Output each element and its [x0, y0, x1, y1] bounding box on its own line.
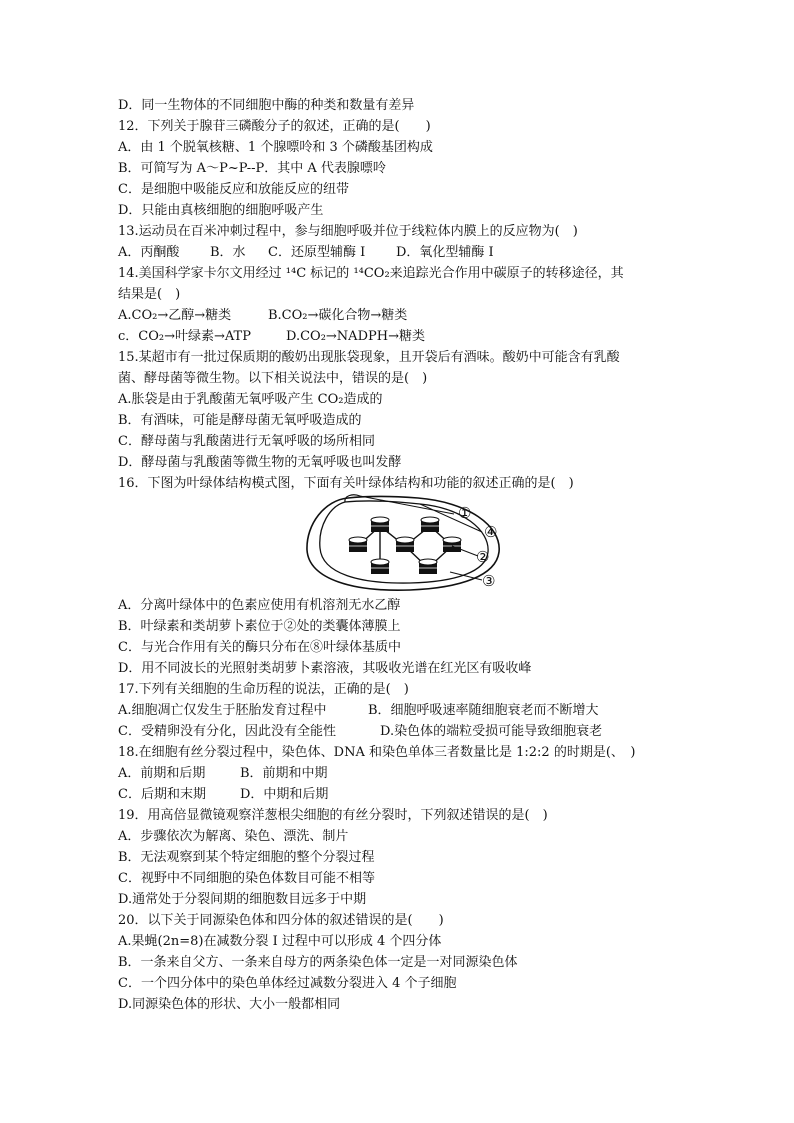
q16-option-a: A．分离叶绿体中的色素应使用有机溶剂无水乙醇 [118, 598, 401, 613]
q13-option-c: C．还原型辅酶 I [268, 245, 366, 260]
q18-options-cd [118, 785, 328, 805]
q19-option-b: B．无法观察到某个特定细胞的整个分裂过程 [118, 850, 375, 865]
q17-option-d: D.染色体的端粒受损可能导致细胞衰老 [380, 724, 603, 739]
q13-options [118, 243, 494, 263]
q12-stem: 12．下列关于腺苷三磷酸分子的叙述，正确的是( ) [118, 119, 431, 134]
label-1: ① [458, 504, 472, 522]
label-3: ③ [482, 572, 496, 590]
q17-options-cd [118, 722, 602, 742]
q18-option-d: D．中期和后期 [240, 787, 329, 802]
q16-stem: 16．下图为叶绿体结构模式图，下面有关叶绿体结构和功能的叙述正确的是( ) [118, 476, 574, 491]
q17-option-a: A.细胞凋亡仅发生于胚胎发育过程中 [118, 703, 327, 718]
q14-option-a: A.CO₂→乙醇→糖类 [118, 308, 232, 323]
q14-stem-line1: 14.美国科学家卡尔文用经过 ¹⁴C 标记的 ¹⁴CO₂来追踪光合作用中碳原子的转移途径，其 [118, 266, 624, 281]
q13-stem: 13.运动员在百米冲刺过程中，参与细胞呼吸并位于线粒体内膜上的反应物为( ) [118, 224, 578, 239]
granum [419, 559, 437, 574]
granum [371, 517, 389, 532]
q14-option-d: D.CO₂→NADPH→糖类 [286, 329, 425, 344]
q17-options-ab [118, 701, 599, 721]
q18-option-b: B．前期和中期 [240, 766, 328, 781]
q20-option-d: D.同源染色体的形状、大小一般都相同 [118, 997, 341, 1012]
q16-option-b: B．叶绿素和类胡萝卜素位于②处的类囊体薄膜上 [118, 619, 401, 634]
q13-option-b: B．水 [210, 245, 246, 260]
q18-option-a: A．前期和后期 [118, 766, 206, 781]
q12-option-b: B．可简写为 A～P~P--P．其中 A 代表腺嘌呤 [118, 161, 386, 176]
q16-option-c: C．与光合作用有关的酶只分布在⑧叶绿体基质中 [118, 640, 401, 655]
chloroplast-diagram [300, 492, 510, 597]
q14-option-c: c．CO₂→叶绿素→ATP [118, 329, 251, 344]
q15-stem-line2: 菌、酵母菌等微生物。以下相关说法中，错误的是( ) [118, 371, 428, 386]
q20-option-c: C．一个四分体中的染色单体经过减数分裂进入 4 个子细胞 [118, 976, 457, 991]
q15-option-c: C．酵母菌与乳酸菌进行无氧呼吸的场所相同 [118, 434, 375, 449]
q15-option-a: A.胀袋是由于乳酸菌无氧呼吸产生 CO₂造成的 [118, 392, 383, 407]
granum [371, 559, 389, 574]
granum [421, 517, 439, 532]
q18-option-c: C．后期和末期 [118, 787, 206, 802]
q12-option-c: C．是细胞中吸能反应和放能反应的纽带 [118, 182, 349, 197]
q17-stem: 17.下列有关细胞的生命历程的说法，正确的是( ) [118, 682, 409, 697]
label-2: ② [476, 548, 490, 566]
q15-stem-line1: 15.某超市有一批过保质期的酸奶出现胀袋现象，且开袋后有酒味。酸奶中可能含有乳酸 [118, 350, 620, 365]
q19-option-d: D.通常处于分裂间期的细胞数目远多于中期 [118, 892, 367, 907]
q15-option-d: D．酵母菌与乳酸菌等微生物的无氧呼吸也叫发酵 [118, 455, 402, 470]
q15-option-b: B．有酒味，可能是酵母菌无氧呼吸造成的 [118, 413, 362, 428]
q11-option-d: D．同一生物体的不同细胞中酶的种类和数量有差异 [118, 98, 415, 113]
q16-option-d: D．用不同波长的光照射类胡萝卜素溶液，其吸收光谱在红光区有吸收峰 [118, 661, 532, 676]
q14-stem-line2: 结果是( ) [118, 287, 181, 302]
q20-option-b: B．一条来自父方、一条来自母方的两条染色体一定是一对同源染色体 [118, 955, 518, 970]
label-4: ④ [484, 523, 498, 541]
q13-option-d: D．氧化型辅酶 I [396, 245, 494, 260]
q19-stem: 19．用高倍显微镜观察洋葱根尖细胞的有丝分裂时，下列叙述错误的是( ) [118, 808, 548, 823]
q20-stem: 20．以下关于同源染色体和四分体的叙述错误的是( ) [118, 913, 444, 928]
q12-option-a: A．由 1 个脱氧核糖、1 个腺嘌呤和 3 个磷酸基团构成 [118, 140, 433, 155]
q14-options-cd [118, 327, 425, 347]
q18-options-ab [118, 764, 328, 784]
q19-option-a: A．步骤依次为解离、染色、漂洗、制片 [118, 829, 349, 844]
q14-options-ab [118, 306, 407, 326]
q19-option-c: C．视野中不同细胞的染色体数目可能不相等 [118, 871, 375, 886]
q13-option-a: A．丙酮酸 [118, 245, 180, 260]
granum [396, 537, 414, 552]
q18-stem: 18.在细胞有丝分裂过程中，染色体、DNA 和染色单体三者数量比是 1:2:2 的时期是(、 ) [118, 745, 636, 760]
granum [443, 537, 461, 552]
grana [349, 517, 461, 574]
granum [349, 537, 367, 552]
q20-option-a: A.果蝇(2n=8)在减数分裂 I 过程中可以形成 4 个四分体 [118, 934, 442, 949]
q12-option-d: D．只能由真核细胞的细胞呼吸产生 [118, 203, 324, 218]
q17-option-c: C．受精卵没有分化，因此没有全能性 [118, 724, 336, 739]
q14-option-b: B.CO₂→碳化合物→糖类 [268, 308, 408, 323]
q17-option-b: B．细胞呼吸速率随细胞衰老而不断增大 [368, 703, 599, 718]
